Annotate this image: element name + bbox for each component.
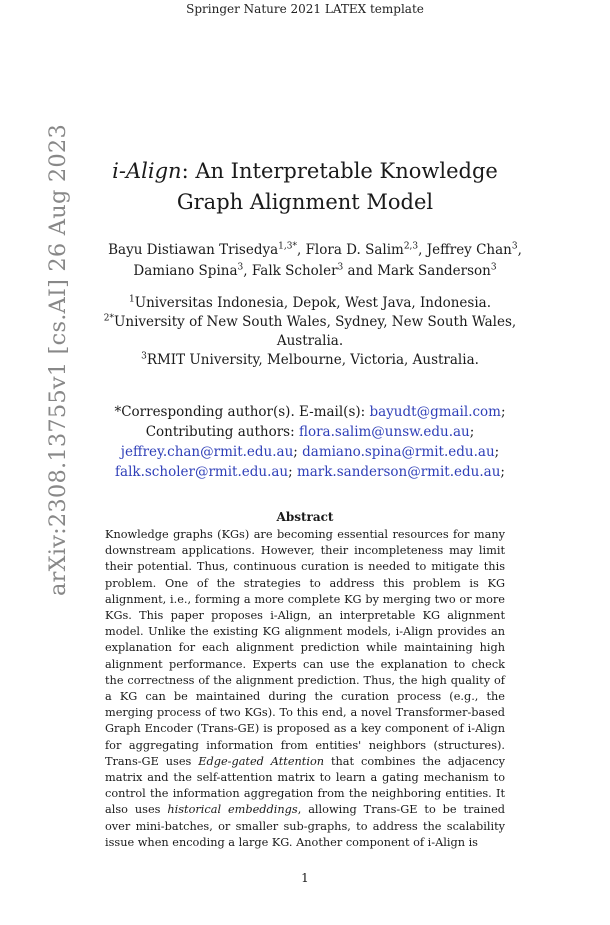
affiliation-list [95, 294, 525, 370]
contributing-label: Contributing authors: [145, 424, 295, 440]
contributor-email-link[interactable]: falk.scholer@rmit.edu.au [115, 464, 289, 480]
affiliation-line [95, 294, 525, 313]
author-affiliation-mark: 3 [237, 262, 244, 273]
corresponding-label: *Corresponding author(s). E-mail(s): [114, 404, 366, 420]
affiliation-mark: 1 [128, 294, 135, 305]
abstract-text: Knowledge graphs (KGs) are becoming essential resources for many downstream applications. However, their incompleteness may limit their potential. Thus, continuous curation is needed to mitigate this problem. One of the strategies to address this problem is KG alignment, i.e., forming a more complete KG by merging two or more KGs. This paper proposes i-Align, an interpretable KG alignment model. Unlike the existing KG alignment models, i-Align provides an explanation for each alignment prediction while maintaining high alignment performance. Experts can use the explanation to check the correctness of the alignment prediction. Thus, the high quality of a KG can be maintained during the curation process (e.g., the merging process of two KGs). To this end, a novel Transformer-based Graph Encoder (Trans-GE) is proposed as a key component of i-Align for aggregating information from entities' neighbors (structures). Trans-GE uses [105, 528, 505, 768]
affiliation-mark: 2* [103, 313, 115, 324]
author-separator: , [517, 242, 522, 258]
author-affiliation-mark: 2,3 [403, 241, 419, 252]
page-number: 1 [301, 871, 309, 885]
affiliation-text: Universitas Indonesia, Depok, West Java, Indonesia. [134, 295, 492, 311]
affiliation-line [95, 313, 525, 351]
author-name: Flora D. Salim [305, 242, 404, 258]
arxiv-identifier: arXiv:2308.13755v1 [cs.AI] 26 Aug 2023 [45, 124, 71, 596]
abstract-emphasis: Edge-gated Attention [198, 754, 325, 768]
title-model-name: i-Align [112, 159, 182, 183]
abstract-heading: Abstract [276, 510, 334, 524]
title-rest: : An Interpretable Knowledge Graph Alignment Model [176, 159, 498, 214]
author-affiliation-mark: 3 [337, 262, 344, 273]
author-separator: and [343, 263, 378, 279]
author-separator: , [418, 242, 427, 258]
affiliation-text: University of New South Wales, Sydney, New South Wales, Australia. [114, 314, 517, 349]
author-affiliation-mark: 1,3* [278, 241, 297, 252]
abstract-body [105, 527, 505, 851]
affiliation-text: RMIT University, Melbourne, Victoria, Australia. [146, 352, 479, 368]
author-list [105, 240, 525, 282]
author-name: Mark Sanderson [377, 263, 491, 279]
abstract-text: , allowing Trans-GE to be trained over mini-batches, or smaller sub-graphs, to address the scalability issue when encoding a large KG. Another component of i-Align is [105, 803, 505, 849]
author-affiliation-mark: 3 [490, 262, 497, 273]
correspondence-block: *Corresponding author(s). E-mail(s): bayudt@gmail.com; Contributing authors: flora.salim@unsw.edu.au; jeffrey.chan@rmit.edu.au; damiano.spina@rmit.edu.au; falk.scholer@rmit.edu.au; mark.sanderson@rmit.edu.au; [114, 404, 506, 480]
paper-title [85, 156, 525, 218]
author-separator: , [296, 242, 306, 258]
abstract-text: that combines the adjacency matrix and the self-attention matrix to learn a gating mechanism to control the information aggregation from the neighboring entities. It also uses [105, 754, 505, 817]
contributor-email-link[interactable]: jeffrey.chan@rmit.edu.au [120, 444, 294, 460]
contributor-email-link[interactable]: mark.sanderson@rmit.edu.au [296, 464, 501, 480]
author-affiliation-mark: 3 [511, 241, 518, 252]
author-name: Jeffrey Chan [426, 242, 512, 258]
author-name: Falk Scholer [251, 263, 338, 279]
corresponding-email-link[interactable]: bayudt@gmail.com [369, 404, 501, 420]
contributor-email-link[interactable]: damiano.spina@rmit.edu.au [302, 444, 495, 460]
abstract-emphasis: historical embeddings [167, 803, 298, 817]
affiliation-mark: 3 [141, 351, 147, 362]
author-name: Damiano Spina [133, 263, 238, 279]
author-name: Bayu Distiawan Trisedya [108, 242, 279, 258]
running-header: Springer Nature 2021 LATEX template [186, 2, 424, 16]
affiliation-line [95, 351, 525, 370]
contributor-email-link[interactable]: flora.salim@unsw.edu.au [298, 424, 470, 440]
author-separator: , [243, 263, 252, 279]
